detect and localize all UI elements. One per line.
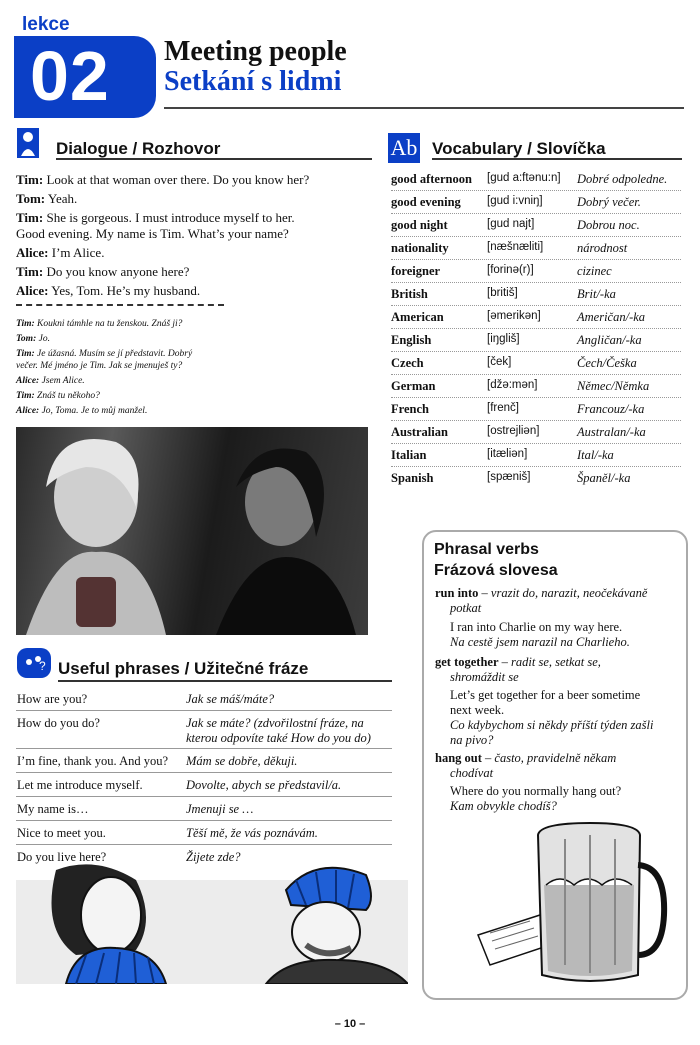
vocab-row: foreigner [forinǝ(r)] cizinec [391,259,681,283]
phrasal-verb-example: next week. [450,703,505,717]
dialogue-rule [56,158,372,160]
vocab-row: good evening [gud i:vniŋ] Dobrý večer. [391,190,681,214]
vocab-row: nationality [næšnæliti] národnost [391,236,681,260]
vocabulary-rule [432,158,682,160]
speech-bubble-icon [17,648,51,678]
translation-line: večer. Mé jméno je Tim. Jak se jmenuješ ty? [16,361,183,371]
vocab-row: Australian [ostrejliǝn] Australan/-ka [391,420,681,444]
phrasal-verb-entry: run into – vrazit do, narazit, neočekávaně [435,586,648,600]
photo-two-women [16,427,368,635]
phrase-row: How do you do? Jak se máte? (zdvořilostní fráze, na kterou odpovíte také How do you do) [16,710,392,749]
phrasal-verb-example: I ran into Charlie on my way here. [450,620,623,634]
phrasal-verbs-title: Phrasal verbs [434,541,539,558]
dialogue-line: Tim: Do you know anyone here? [16,264,190,279]
phrase-row: Let me introduce myself. Dovolte, abych se představil/a. [16,772,392,797]
lesson-label: lekce [22,14,70,35]
vocab-row: French [frenč] Francouz/-ka [391,397,681,421]
translation-line: Tim: Koukni támhle na tu ženskou. Znáš ji? [16,319,183,329]
vocab-row: English [iŋgliš] Angličan/-ka [391,328,681,352]
phrasal-verb-example: Let’s get together for a beer sometime [450,688,641,702]
cartoon-illustration [16,860,408,984]
vocab-row: British [britiš] Brit/-ka [391,282,681,306]
phrasal-verb-meaning: chodívat [450,766,494,780]
dialogue-line: Tom: Yeah. [16,191,78,206]
phrasal-verb-example-translation: Kam obvykle chodíš? [450,799,557,813]
vocab-row: German [džǝ:mǝn] Němec/Němka [391,374,681,398]
phrases-rule [58,680,392,682]
vocab-row: Spanish [spæniš] Španěl/-ka [391,471,631,485]
vocab-row: good afternoon [gud a:ftǝnu:n] Dobré odpoledne. [391,167,681,191]
translation-line: Tim: Je úžasná. Musím se jí představit. Dobrý [16,349,193,359]
translation-line: Tim: Znáš tu někoho? [16,391,100,401]
phrases-title: Useful phrases / Užitečné fráze [58,659,309,678]
phrase-row: How are you? Jak se máš/máte? [16,686,392,711]
dialogue-line: Alice: I’m Alice. [16,245,105,260]
header-divider [164,107,684,109]
vocab-row: Czech [ček] Čech/Češka [391,351,681,375]
phrasal-verb-meaning: potkat [450,601,482,615]
dialogue-line: Tim: Look at that woman over there. Do you know her? [16,172,310,187]
vocabulary-title: Vocabulary / Slovíčka [432,139,606,158]
page-number: – 10 – [334,1018,366,1030]
vocab-row: Italian [itæliǝn] Ital/-ka [391,443,681,467]
phrasal-verbs-subtitle: Frázová slovesa [434,562,558,579]
dialogue-icon [17,128,39,158]
vocab-row: American [ǝmerikǝn] Američan/-ka [391,305,681,329]
translation-line: Tom: Jo. [16,334,50,344]
dialogue-line: Alice: Yes, Tom. He’s my husband. [16,283,201,298]
dialogue-line: Good evening. My name is Tim. What’s your name? [16,226,289,241]
vocabulary-icon: Ab [388,133,420,163]
page-subtitle: Setkání s lidmi [164,66,342,97]
phrase-row: I’m fine, thank you. And you? Mám se dobře, děkuji. [16,748,392,773]
dialogue-separator [16,304,224,306]
dialogue-title: Dialogue / Rozhovor [56,139,221,158]
vocab-row: good night [gud najt] Dobrou noc. [391,213,681,237]
phrase-row: Nice to meet you. Těší mě, že vás poznávám. [16,820,392,845]
phrase-row: My name is… Jmenuji se … [16,796,392,821]
phrasal-verb-example: Where do you normally hang out? [450,784,622,798]
beer-mug-illustration [470,815,670,990]
page-title: Meeting people [164,36,347,67]
lesson-number: 02 [30,37,110,115]
phrasal-verb-example-translation: Na cestě jsem narazil na Charlieho. [450,635,630,649]
translation-line: Alice: Jo, Toma. Je to můj manžel. [16,406,148,416]
svg-text:?: ? [39,659,46,673]
phrasal-verb-example-translation: na pivo? [450,733,494,747]
phrasal-verb-meaning: shromáždit se [450,670,519,684]
dialogue-line: Tim: She is gorgeous. I must introduce myself to her. [16,210,295,225]
translation-line: Alice: Jsem Alice. [16,376,85,386]
phrasal-verb-example-translation: Co kdybychom si někdy příští týden zašli [450,718,654,732]
phrase-row: Do you live here? Žijete zde? [17,850,241,864]
phrasal-verb-entry: get together – radit se, setkat se, [435,655,601,669]
phrasal-verb-entry: hang out – často, pravidelně někam [435,751,617,765]
